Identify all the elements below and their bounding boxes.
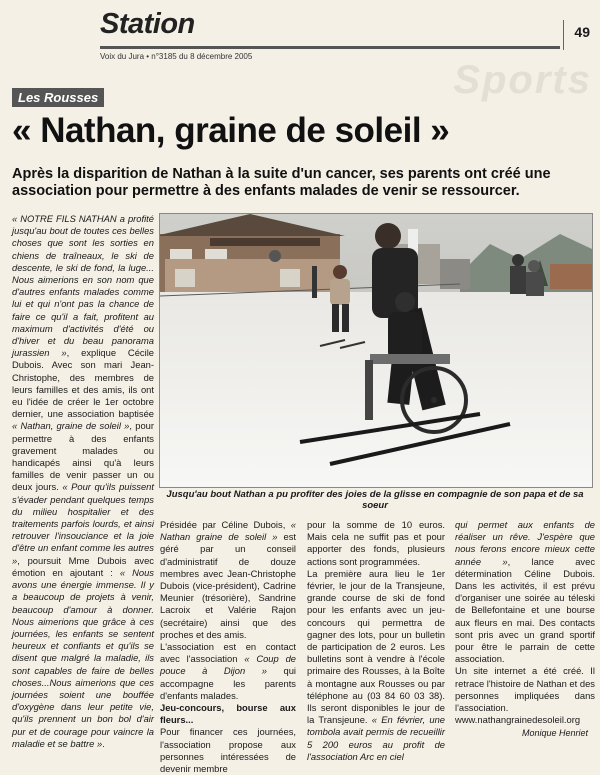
article-title: « Nathan, graine de soleil » [12,111,450,150]
article-column-4 [455,519,595,726]
header-divider [563,20,564,50]
article-photo [159,213,593,488]
text-run: Présidée par Céline Dubois, [160,519,291,530]
text-run: qui accompagne les parents d'enfants malades. [160,665,296,701]
text-run: « Pour qu'ils puissent s'évader pendant quelques temps du milieu hospitalier et des traitements parfois lourds, et ainsi retrouver l'insouciance et la joie d'être un enfant comme les autres » [12,481,155,566]
article-column-1 [12,213,154,750]
header-rule [100,46,560,49]
text-run: « NOTRE FILS NATHAN a profité jusqu'au bout de toutes ces belles choses que sont les sorties en chiens de traîneaux, le ski de descente, le ski de fond, la luge... Nous aimerions en son nom que d'autres enfants malades comme lui et qui n'ont pas la chance de faire ce qu'il a fait, profitent au maximum d'activités d'été ou d'hiver et du beau panorama jurassien » [12,213,154,359]
text-run: « En février, une tombola avait permis de recueillir 5 200 euros au profit de l'association Arc en ciel [307,714,445,762]
text-run: Pour financer ces journées, l'association propose aux personnes intéressées de devenir membre [160,726,296,775]
text-run: est géré par un conseil d'administratif de douze membres avec Jean-Christophe Dubois (vice-président), Cadrine Meunier (trésorière), Sandrine Lacroix et Valérie Rajon (secrétaire) ainsi que des proches et des amis. [160,531,296,640]
text-run: , lance avec détermination Céline Dubois. Dans les activités, il est prévu d'organiser une soirée au téleski de Bellefontaine et une bourse aux fleurs en mai. Des contacts sont pris avec un grand sportif pour être le parrain de cette association. [455,555,596,665]
section-rubric: Station [100,8,195,40]
text-run: , pour permettre à des enfants gravement malades ou handicapés ainsi qu'à leurs familles de venir passer un ou deux jours. [12,420,154,493]
text-run: « Nathan graine de soleil » [160,519,296,543]
text-run: « Nathan, graine de soleil » [12,420,130,432]
ski-photo-illustration [160,214,592,487]
watermark: Sports [453,58,592,102]
text-run: pour la somme de 10 euros. Mais cela ne suffit pas et pour apporter des fonds, plusieurs actions sont programmées. [307,519,445,567]
text-run: , explique Cécile Dubois. Avec son mari Jean-Christophe, des membres de leurs familles et des amis, ils ont eu l'idée de créer le 1er octobre dernier, une association baptisée [12,347,154,420]
section-tag: Les Rousses [12,88,104,107]
text-run: Jeu-concours, bourse aux fleurs... [160,702,296,726]
text-run: La première aura lieu le 1er février, le jour de la Transjeune, grande course de ski de fond pour les enfants avec un jeu-concours qui permettra de gagner des lots, pour un bulletin de participation de 2 euros. Les bulletins sont à vendre à l'école primaire des Rousses, à la Boîte à montagne aux Rousses ou par téléphone au (03 84 60 03 38). Ils seront disponibles le jour de la Transjeune. [307,567,445,726]
article-column-2 [160,519,296,775]
author-signature: Monique Henriet [521,728,588,738]
dateline: Voix du Jura • n°3185 du 8 décembre 2005 [100,52,253,61]
text-run: . [102,737,105,749]
text-run: L'association est en contact avec l'association [160,641,296,665]
article-lede: Après la disparition de Nathan à la suite d'un cancer, ses parents ont créé une association pour permettre à des enfants malades de venir se ressourcer. [12,166,551,199]
photo-caption: Jusqu'au bout Nathan a pu profiter des joies de la glisse en compagnie de son papa et de sa soeur [166,489,584,511]
text-run: « Nous avons une énergie immense. Il y a beaucoup de projets à venir, beaucoup d'amour à donner. Nous aimerions que grâce à ces journées, les enfants se sentent heureux et confiants et qu'ils se disent que malgré la maladie, ils sont capables de faire de belles choses...Nous aimerions que ces journées soient une bouffée d'oxygène dans leur petite vie, qu'ils prennent un bon bol d'air pur et de courage pour vaincre la maladie et se battre » [12,566,154,749]
text-run: Un site internet a été créé. Il retrace l'histoire de Nathan et des personnes impliquées dans l'association. www.nathangrainedesoleil.org [455,665,595,726]
page-number: 49 [574,24,590,40]
text-run: qui permet aux enfants de réaliser un rêve. J'espère que nous ferons encore mieux cette année » [455,519,595,567]
text-run: , poursuit Mme Dubois avec émotion en ajoutant : [12,554,154,578]
article-column-3 [307,519,445,763]
text-run: « Coup de pouce à Dijon » [160,653,296,677]
